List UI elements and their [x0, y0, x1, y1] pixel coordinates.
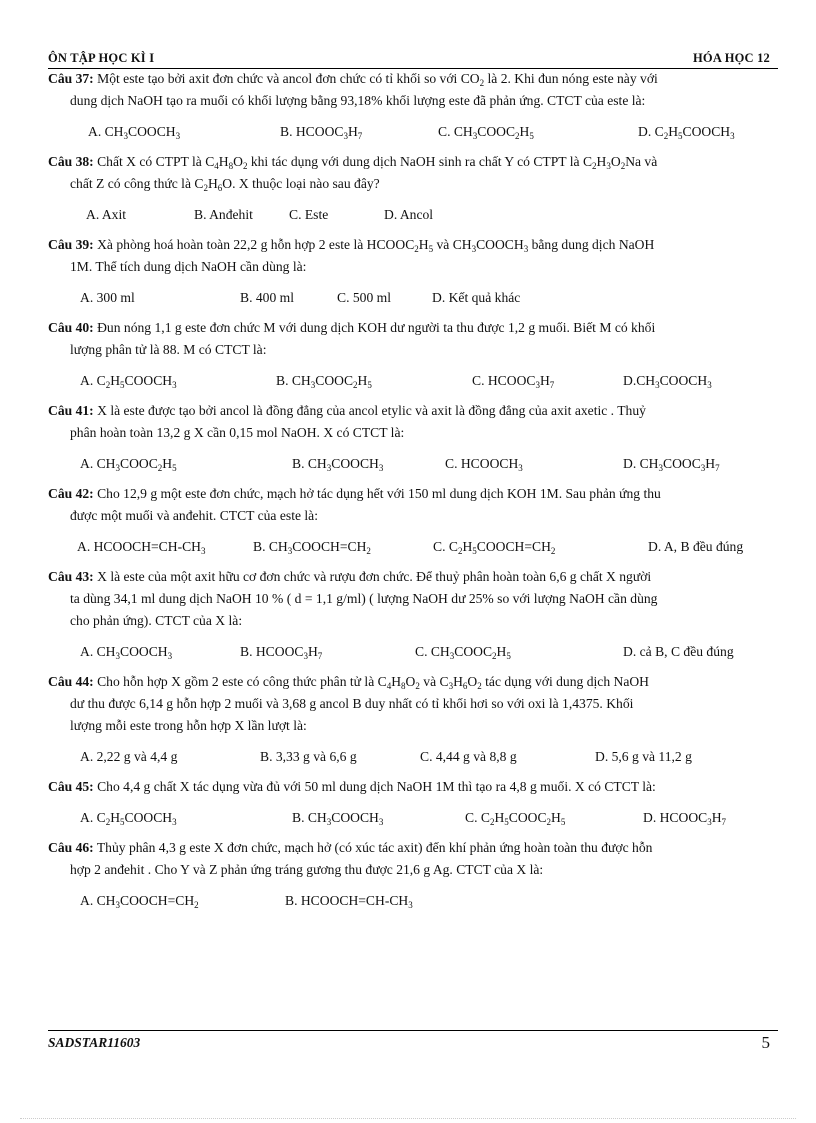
answer-option: C. $C_2H_5COOCH=CH_2$ [433, 539, 556, 556]
question-line: lượng mỗi este trong hỗn hợp X lần lượt là: [70, 718, 307, 733]
question-number: Câu 39: [48, 237, 94, 252]
answer-option: A. $CH_3COOCH_3$ [80, 644, 173, 661]
answer-option: B. $HCOOC_3H_7$ [280, 124, 363, 141]
question-line: phân hoàn toàn 13,2 g X cần 0,15 mol NaOH. X có CTCT là: [70, 425, 405, 440]
answer-option: B. Anđehit [194, 207, 253, 222]
answer-option: D. A, B đều đúng [648, 539, 744, 554]
question-number: Câu 45: [48, 779, 94, 794]
question-number: Câu 38: [48, 154, 94, 169]
answer-option: D. $C_2H_5COOCH_3$ [638, 124, 735, 141]
question-block [48, 400, 770, 475]
question-number: Câu 42: [48, 486, 94, 501]
question-block [48, 317, 770, 392]
answer-option: A. $C_2H_5COOCH_3$ [80, 373, 177, 390]
question-number: Câu 43: [48, 569, 94, 584]
question-block [48, 68, 770, 143]
question-number: Câu 37: [48, 71, 94, 86]
answer-options [48, 453, 770, 475]
answer-option: A. Axit [86, 207, 127, 222]
answer-options [48, 121, 770, 143]
answer-option: A. 300 ml [80, 290, 135, 305]
answer-option: A. $HCOOCH=CH-CH_3$ [77, 539, 206, 556]
answer-option: B. $CH_3COOCH_3$ [292, 810, 384, 827]
question-line: X là este của một axit hữu cơ đơn chức và rượu đơn chức. Để thuỷ phân hoàn toàn 6,6 g chất X người [93, 569, 652, 584]
answer-options [48, 287, 770, 309]
question-line: ta dùng 34,1 ml dung dịch NaOH 10 % ( d = 1,1 g/ml) ( lượng NaOH dư 25% so với lượng NaOH cần dùng [70, 591, 658, 606]
answer-option: D. $HCOOC_3H_7$ [643, 810, 727, 827]
page-edge-line [20, 1118, 796, 1119]
answer-options [48, 746, 770, 768]
answer-option: D. cả B, C đều đúng [623, 644, 734, 659]
answer-options [48, 890, 770, 912]
question-line: Đun nóng 1,1 g este đơn chức M với dung dịch KOH dư người ta thu được 1,2 g muối. Biết M có khối [93, 320, 656, 335]
page-number: 5 [761, 1033, 770, 1052]
question-block [48, 837, 770, 912]
question-line: Xà phòng hoá hoàn toàn 22,2 g hỗn hợp 2 este là $HCOOC_2H_5$ và $CH_3COOCH_3$ bằng dung dịch NaOH [93, 237, 655, 254]
page-header [48, 50, 778, 69]
question-line: Cho 12,9 g một este đơn chức, mạch hở tác dụng hết với 150 ml dung dịch KOH 1M. Sau phản ứng thu [93, 486, 661, 501]
question-number: Câu 46: [48, 840, 94, 855]
question-text [48, 151, 770, 195]
answer-option: B. 3,33 g và 6,6 g [260, 749, 357, 764]
answer-option: D. Ancol [384, 207, 434, 222]
question-line: Cho hỗn hợp X gồm 2 este có công thức phân tử là $C_4H_8O_2$ và $C_3H_6O_2$ tác dụng với dung dịch NaOH [93, 674, 649, 691]
answer-option: C. $HCOOCH_3$ [445, 456, 523, 473]
answer-options [48, 641, 770, 663]
question-number: Câu 41: [48, 403, 94, 418]
answer-option: A. $CH_3COOC_2H_5$ [80, 456, 177, 473]
answer-option: C. $CH_3COOC_2H_5$ [438, 124, 534, 141]
question-line: Một este tạo bởi axit đơn chức và ancol đơn chức có tỉ khối so với $CO_2$ là 2. Khi đun nóng este này với [93, 71, 658, 88]
question-text [48, 566, 770, 632]
answer-options [48, 204, 770, 226]
question-block [48, 566, 770, 663]
question-line: hợp 2 anđehit . Cho Y và Z phản ứng tráng gương thu được 21,6 g Ag. CTCT của X là: [70, 862, 544, 877]
question-line: dung dịch NaOH tạo ra muối có khối lượng bằng 93,18% khối lượng este đã phản ứng. CTCT của este là: [70, 93, 646, 108]
page-footer [48, 1030, 778, 1052]
answer-options [48, 536, 770, 558]
question-text [48, 317, 770, 361]
question-text [48, 837, 770, 881]
document-code: SADSTAR11603 [48, 1035, 141, 1050]
answer-option: C. $CH_3COOC_2H_5$ [415, 644, 511, 661]
question-text [48, 671, 770, 737]
question-block [48, 671, 770, 768]
answer-option: C. $C_2H_5COOC_2H_5$ [465, 810, 566, 827]
question-line: chất Z có công thức là $C_2H_6O$. X thuộc loại nào sau đây? [70, 176, 380, 193]
answer-option: C. Este [289, 207, 329, 222]
answer-option: C. 4,44 g và 8,8 g [420, 749, 517, 764]
answer-option: B. $CH_3COOC_2H_5$ [276, 373, 372, 390]
question-line: 1M. Thể tích dung dịch NaOH cần dùng là: [70, 259, 307, 274]
question-text [48, 776, 770, 798]
question-block [48, 151, 770, 226]
question-text [48, 400, 770, 444]
question-list [48, 68, 770, 920]
answer-option: B. $CH_3COOCH_3$ [292, 456, 384, 473]
question-block [48, 483, 770, 558]
answer-options [48, 370, 770, 392]
question-number: Câu 44: [48, 674, 94, 689]
answer-option: B. $CH_3COOCH=CH_2$ [253, 539, 371, 556]
question-text [48, 68, 770, 112]
question-line: cho phản ứng). CTCT của X là: [70, 613, 243, 628]
question-line: X là este được tạo bởi ancol là đồng đẳng của ancol etylic và axit là đồng đẳng của axit axetic . Thuỷ [93, 403, 646, 418]
question-line: Thủy phân 4,3 g este X đơn chức, mạch hở (có xúc tác axit) đến khí phản ứng hoàn toàn thu được hỗn [93, 840, 653, 855]
answer-option: D. Kết quả khác [432, 290, 521, 305]
question-block [48, 776, 770, 829]
question-line: được một muối và anđehit. CTCT của este là: [70, 508, 318, 523]
answer-option: A. $C_2H_5COOCH_3$ [80, 810, 177, 827]
question-number: Câu 40: [48, 320, 94, 335]
answer-option: D. $CH_3COOC_3H_7$ [623, 456, 720, 473]
answer-options [48, 807, 770, 829]
answer-option: $D.CH_3COOCH_3$ [623, 373, 712, 390]
question-text [48, 483, 770, 527]
answer-option: C. $HCOOC_3H_7$ [472, 373, 555, 390]
answer-option: A. $CH_3COOCH=CH_2$ [80, 893, 199, 910]
question-block [48, 234, 770, 309]
answer-option: A. $CH_3COOCH_3$ [88, 124, 181, 141]
question-line: lượng phân tử là 88. M có CTCT là: [70, 342, 267, 357]
question-text [48, 234, 770, 278]
answer-option: B. $HCOOC_3H_7$ [240, 644, 323, 661]
question-line: dư thu được 6,14 g hỗn hợp 2 muối và 3,68 g ancol B duy nhất có tỉ khối hơi so với oxi là 1,4375. Khối [70, 696, 634, 711]
question-line: Cho 4,4 g chất X tác dụng vừa đủ với 50 ml dung dịch NaOH 1M thì tạo ra 4,8 g muối. X có CTCT là: [93, 779, 656, 794]
answer-option: D. 5,6 g và 11,2 g [595, 749, 692, 764]
question-line: Chất X có CTPT là $C_4H_8O_2$ khi tác dụng với dung dịch NaOH sinh ra chất Y có CTPT là $C_2H_3O_2Na$ và [93, 154, 658, 171]
answer-option: B. 400 ml [240, 290, 295, 305]
header-left: ÔN TẬP HỌC KÌ I [48, 51, 155, 65]
header-right: HÓA HỌC 12 [692, 51, 770, 65]
answer-option: A. 2,22 g và 4,4 g [80, 749, 178, 764]
answer-option: B. $HCOOCH=CH-CH_3$ [285, 893, 413, 910]
answer-option: C. 500 ml [337, 290, 392, 305]
